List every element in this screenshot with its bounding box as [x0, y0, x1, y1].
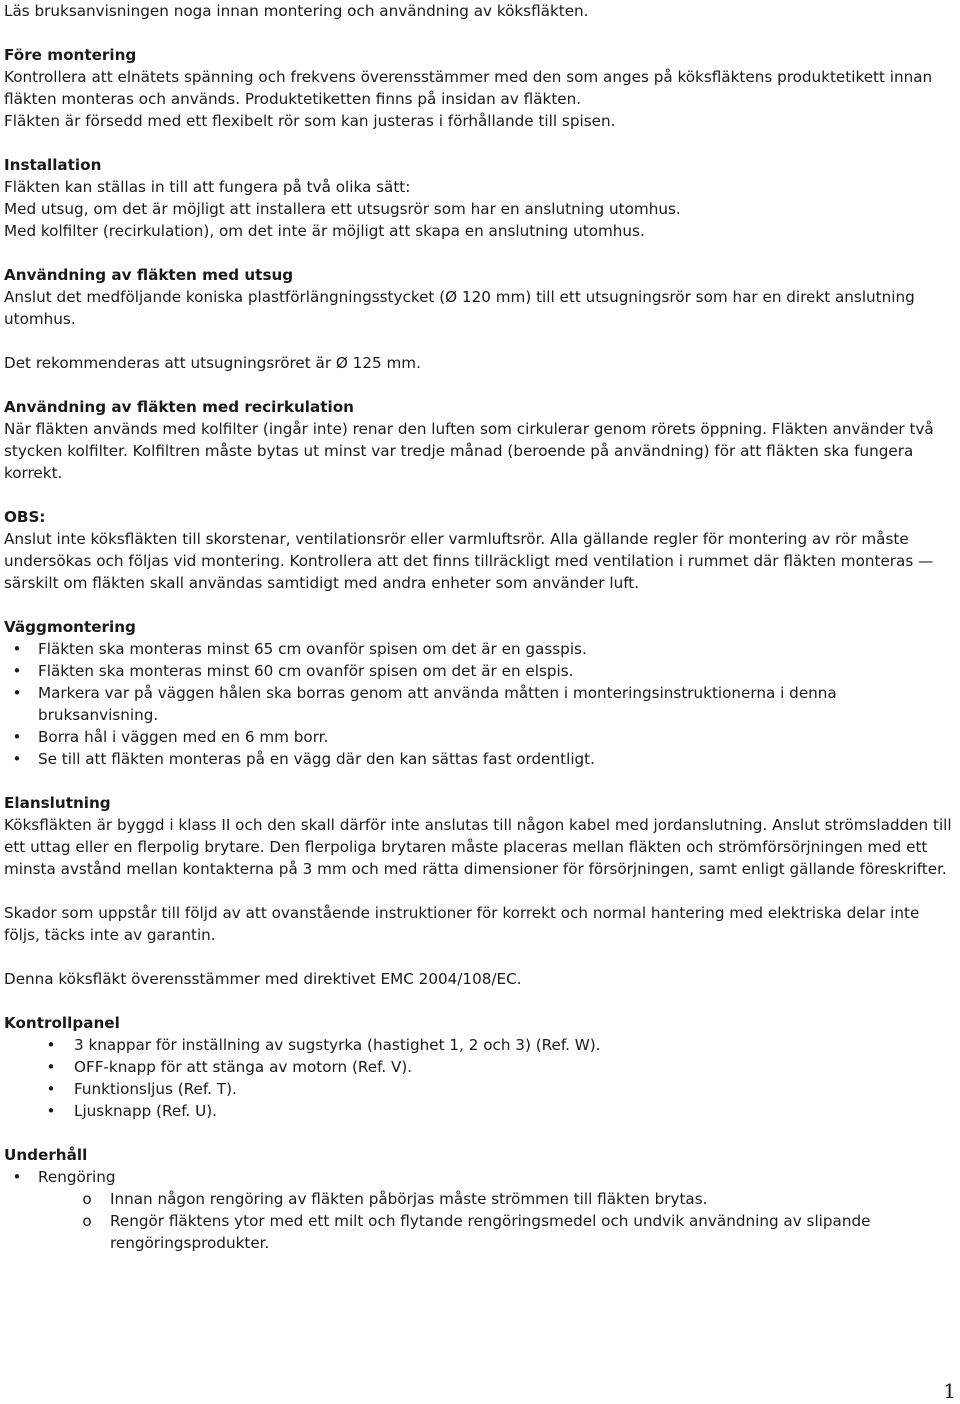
page-number: 1 [943, 1379, 956, 1403]
bullet-icon: • [12, 750, 22, 768]
heading-obs: OBS: [4, 508, 46, 526]
underhall-sublist [4, 1188, 956, 1254]
list-item: • Se till att fläkten monteras på en vägg där den kan sättas fast ordentligt. [4, 748, 956, 770]
bullet-icon: • [12, 684, 22, 702]
intro-text: Läs bruksanvisningen noga innan montering och användning av köksfläkten. [4, 2, 589, 20]
heading-vaggmontering: Väggmontering [4, 618, 136, 636]
circle-bullet-icon: o [82, 1190, 92, 1208]
heading-underhall: Underhåll [4, 1146, 88, 1164]
list-item: o Innan någon rengöring av fläkten påbörjas måste strömmen till fläkten brytas. [4, 1188, 956, 1210]
bullet-icon: • [46, 1036, 56, 1054]
heading-recirkulation: Användning av fläkten med recirkulation [4, 398, 354, 416]
list-item: o Rengör fläktens ytor med ett milt och flytande rengöringsmedel och undvik användning av slipande rengöringsprodukter. [4, 1210, 956, 1254]
heading-installation: Installation [4, 156, 102, 174]
elanslutning-text-2: Skador som uppstår till följd av att ovanstående instruktioner för korrekt och normal hantering med elektriska delar inte följs, täcks inte av garantin. [4, 904, 920, 944]
fore-montering-text: Kontrollera att elnätets spänning och frekvens överensstämmer med den som anges på köksfläktens produktetikett innan fläkten monteras och används. Produktetiketten finns på insidan av fläkten. [4, 68, 933, 108]
list-item: • Fläkten ska monteras minst 65 cm ovanför spisen om det är en gasspis. [4, 638, 956, 660]
list-item: • Borra hål i väggen med en 6 mm borr. [4, 726, 956, 748]
bullet-icon: • [46, 1058, 56, 1076]
obs-text: Anslut inte köksfläkten till skorstenar, ventilationsrör eller varmluftsrör. Alla gällande regler för montering av rör måste undersökas och följas vid montering. Kontrollera att det finns tillräckligt med ventilation i rummet där fläkten monteras — särskilt om fläkten skall användas samtidigt med andra enheter som använder luft. [4, 530, 934, 592]
installation-line-3: Med kolfilter (recirkulation), om det inte är möjligt att skapa en anslutning utomhus. [4, 222, 645, 240]
vaggmontering-list [4, 638, 956, 770]
bullet-icon: • [12, 662, 22, 680]
recirkulation-text: När fläkten används med kolfilter (ingår inte) renar den luften som cirkulerar genom rörets öppning. Fläkten använder två stycken kolfilter. Kolfiltren måste bytas ut minst var tredje månad (beroende på användning) för att fläkten ska fungera korrekt. [4, 420, 934, 482]
heading-utsug: Användning av fläkten med utsug [4, 266, 294, 284]
elanslutning-text: Köksfläkten är byggd i klass II och den skall därför inte anslutas till någon kabel med jordanslutning. Anslut strömsladden till ett uttag eller en flerpolig brytare. Den flerpoliga brytaren måste placeras mellan fläkten och strömförsörjningen med ett minsta avstånd mellan kontakterna på 3 mm och med rätta dimensioner för försörjningen, samt enligt gällande föreskrifter. [4, 816, 952, 878]
circle-bullet-icon: o [82, 1212, 92, 1230]
utsug-text: Anslut det medföljande koniska plastförlängningsstycket (Ø 120 mm) till ett utsugningsrör som har en direkt anslutning utomhus. [4, 288, 915, 328]
bullet-icon: • [12, 640, 22, 658]
bullet-icon: • [12, 1168, 22, 1186]
installation-line-2: Med utsug, om det är möjligt att installera ett utsugsrör som har en anslutning utomhus. [4, 200, 681, 218]
list-item: • Rengöring [4, 1166, 956, 1188]
list-item: • Funktionsljus (Ref. T). [4, 1078, 956, 1100]
fore-montering-text-2: Fläkten är försedd med ett flexibelt rör som kan justeras i förhållande till spisen. [4, 112, 616, 130]
list-item: • OFF-knapp för att stänga av motorn (Ref. V). [4, 1056, 956, 1078]
heading-kontrollpanel: Kontrollpanel [4, 1014, 120, 1032]
manual-page [4, 0, 956, 1254]
heading-elanslutning: Elanslutning [4, 794, 111, 812]
list-item: • Markera var på väggen hålen ska borras genom att använda måtten i monteringsinstruktionerna i denna bruksanvisning. [4, 682, 956, 726]
bullet-icon: • [12, 728, 22, 746]
list-item: • 3 knappar för inställning av sugstyrka (hastighet 1, 2 och 3) (Ref. W). [4, 1034, 956, 1056]
heading-fore-montering: Före montering [4, 46, 137, 64]
list-item: • Fläkten ska monteras minst 60 cm ovanför spisen om det är en elspis. [4, 660, 956, 682]
installation-line-1: Fläkten kan ställas in till att fungera på två olika sätt: [4, 178, 411, 196]
utsug-text-2: Det rekommenderas att utsugningsröret är Ø 125 mm. [4, 354, 421, 372]
underhall-list [4, 1166, 956, 1188]
bullet-icon: • [46, 1102, 56, 1120]
bullet-icon: • [46, 1080, 56, 1098]
list-item: • Ljusknapp (Ref. U). [4, 1100, 956, 1122]
elanslutning-text-3: Denna köksfläkt överensstämmer med direktivet EMC 2004/108/EC. [4, 970, 522, 988]
kontrollpanel-list [4, 1034, 956, 1122]
